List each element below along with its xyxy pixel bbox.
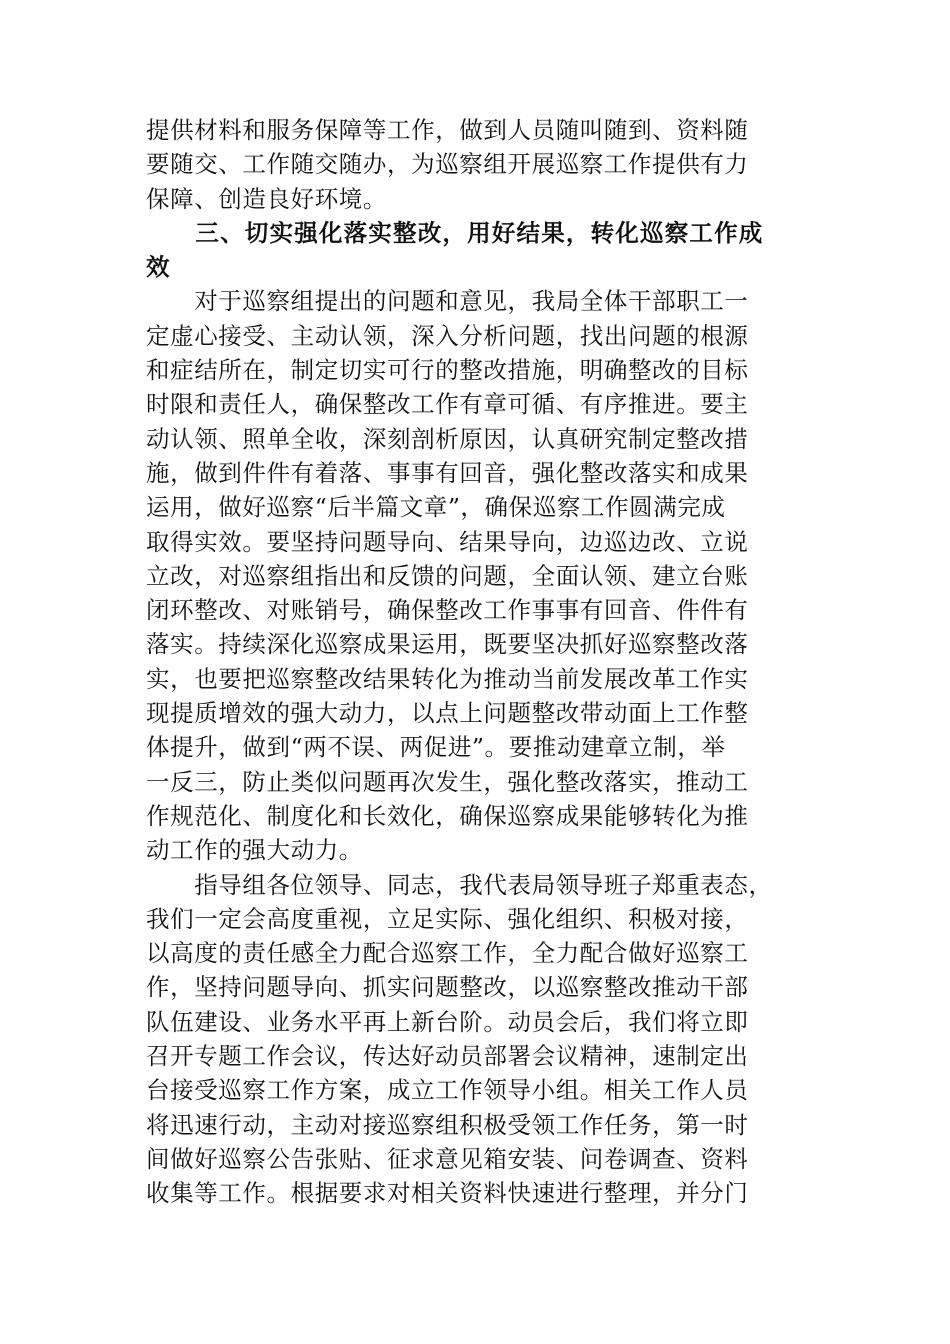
text-line: 动工作的强大动力。 (146, 836, 363, 865)
text-line: 运用，做好巡察“后半篇文章”，确保巡察工作圆满完成 (146, 493, 726, 522)
text-line: 和症结所在，制定切实可行的整改措施，明确整改的目标 (146, 356, 749, 385)
text-line: 台接受巡察工作方案，成立工作领导小组。相关工作人员 (146, 1076, 749, 1105)
paragraph-3 (146, 868, 816, 1211)
text-line: 召开专题工作会议，传达好动员部署会议精神，速制定出 (146, 1042, 749, 1071)
text-line: 取得实效。要坚持问题导向、结果导向，边巡边改、立说 (146, 527, 749, 556)
text-line: 动认领、照单全收，深刻剖析原因，认真研究制定整改措 (146, 424, 749, 453)
text-line: 现提质增效的强大动力，以点上问题整改带动面上工作整 (146, 699, 749, 728)
text-line: 落实。持续深化巡察成果运用，既要坚决抓好巡察整改落 (146, 630, 749, 659)
heading-line: 效 (146, 253, 171, 282)
text-line: 对于巡察组提出的问题和意见，我局全体干部职工一 (146, 287, 749, 316)
section-heading (146, 216, 816, 285)
text-line: 作规范化、制度化和长效化，确保巡察成果能够转化为推 (146, 801, 749, 830)
text-line: 定虚心接受、主动认领，深入分析问题，找出问题的根源 (146, 321, 749, 350)
text-line: 实，也要把巡察整改结果转化为推动当前发展改革工作实 (146, 664, 749, 693)
text-line: 将迅速行动，主动对接巡察组积极受领工作任务，第一时 (146, 1110, 749, 1139)
heading-line: 三、切实强化落实整改，用好结果，转化巡察工作成 (146, 218, 764, 247)
text-line: 一反三，防止类似问题再次发生，强化整改落实，推动工 (146, 767, 749, 796)
text-line: 保障、创造良好环境。 (146, 184, 387, 213)
paragraph-2 (146, 284, 816, 867)
text-line: 闭环整改、对账销号，确保整改工作事事有回音、件件有 (146, 596, 749, 625)
text-line: 要随交、工作随交随办，为巡察组开展巡察工作提供有力 (146, 150, 749, 179)
text-line: 以高度的责任感全力配合巡察工作，全力配合做好巡察工 (146, 939, 749, 968)
text-line: 施，做到件件有着落、事事有回音，强化整改落实和成果 (146, 458, 749, 487)
text-line: 提供材料和服务保障等工作，做到人员随叫随到、资料随 (146, 116, 749, 144)
text-line: 我们一定会高度重视，立足实际、强化组织、积极对接， (146, 904, 749, 933)
text-line: 队伍建设、业务水平再上新台阶。动员会后，我们将立即 (146, 1007, 749, 1036)
text-line: 收集等工作。根据要求对相关资料快速进行整理，并分门 (146, 1179, 749, 1208)
document-body (146, 113, 816, 1211)
text-line: 体提升，做到“两不误、两促进”。要推动建章立制，举 (146, 733, 726, 762)
text-line: 时限和责任人，确保整改工作有章可循、有序推进。要主 (146, 390, 749, 419)
paragraph-1 (146, 113, 816, 216)
text-line: 间做好巡察公告张贴、征求意见箱安装、问卷调查、资料 (146, 1144, 749, 1173)
text-line: 作，坚持问题导向、抓实问题整改，以巡察整改推动干部 (146, 973, 749, 1002)
text-line: 指导组各位领导、同志，我代表局领导班子郑重表态， (146, 870, 773, 899)
text-line: 立改，对巡察组指出和反馈的问题，全面认领、建立台账 (146, 561, 749, 590)
